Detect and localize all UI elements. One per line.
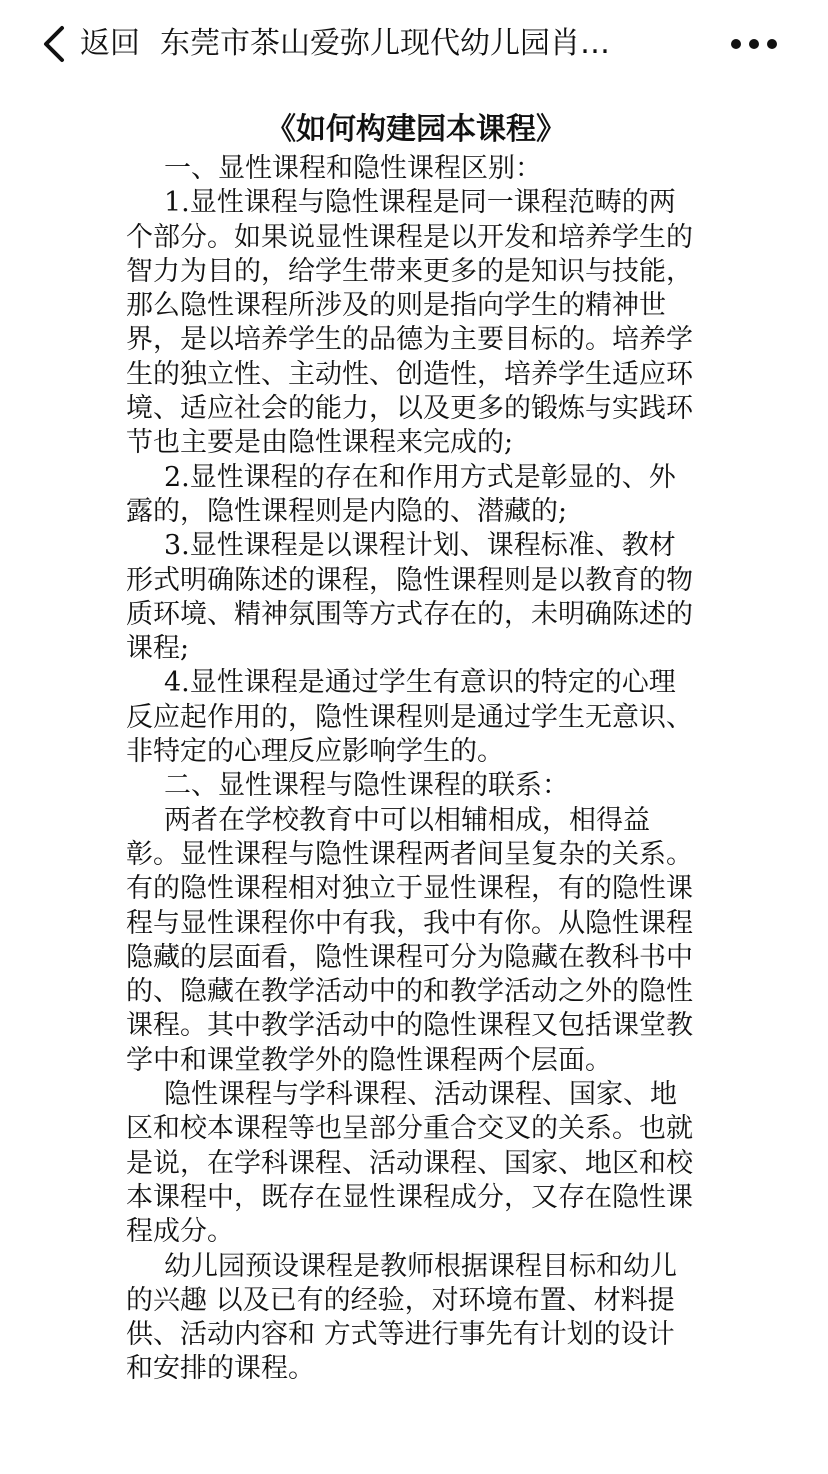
article-body xyxy=(126,108,696,1387)
page-title: 东莞市茶山爱弥儿现代幼儿园肖… xyxy=(160,26,610,61)
paragraph: 1.显性课程与隐性课程是同一课程范畴的两个部分。如果说显性课程是以开发和培养学生的智力为目的，给学生带来更多的是知识与技能，那么隐性课程所涉及的则是指向学生的精神世界，是以培养学生的品德为主要目标的。培养学生的独立性、主动性、创造性，培养学生适应环境、适应社会的能力，以及更多的锻炼与实践环节也主要是由隐性课程来完成的; xyxy=(126,187,693,459)
paragraph: 3.显性课程是以课程计划、课程标准、教材形式明确陈述的课程，隐性课程则是以教育的物质环境、精神氛围等方式存在的，未明确陈述的课程; xyxy=(126,530,693,665)
paragraph: 幼儿园预设课程是教师根据课程目标和幼儿的兴趣 以及已有的经验，对环境布置、材料提供、活动内容和 方式等进行事先有计划的设计和安排的课程。 xyxy=(126,1250,677,1385)
paragraph: 4.显性课程是通过学生有意识的特定的心理反应起作用的，隐性课程则是通过学生无意识、非特定的心理反应影响学生的。 xyxy=(126,667,693,768)
more-dots-icon[interactable] xyxy=(726,28,782,60)
paragraph: 2.显性课程的存在和作用方式是彰显的、外露的，隐性课程则是内隐的、潜藏的; xyxy=(126,461,676,527)
paragraph: 隐性课程与学科课程、活动课程、国家、地区和校本课程等也呈部分重合交叉的关系。也就是说，在学科课程、活动课程、国家、地区和校本课程中，既存在显性课程成分，又存在隐性课程成分。 xyxy=(126,1079,693,1248)
section-heading-1: 一、显性课程和隐性课程区别： xyxy=(164,153,542,184)
navigation-bar xyxy=(0,0,828,88)
back-button[interactable]: 返回 xyxy=(80,26,140,61)
section-heading-2: 二、显性课程与隐性课程的联系： xyxy=(164,770,569,802)
chevron-left-icon[interactable] xyxy=(38,22,72,66)
paragraph: 两者在学校教育中可以相辅相成，相得益彰。显性课程与隐性课程两者间呈复杂的关系。有的隐性课程相对独立于显性课程，有的隐性课程与显性课程你中有我，我中有你。从隐性课程隐藏的层面看，隐性课程可分为隐藏在教科书中的、隐藏在教学活动中的和教学活动之外的隐性课程。其中教学活动中的隐性课程又包括课堂教学中和课堂教学外的隐性课程两个层面。 xyxy=(126,804,693,1076)
article-title: 《如何构建园本课程》 xyxy=(266,112,566,147)
